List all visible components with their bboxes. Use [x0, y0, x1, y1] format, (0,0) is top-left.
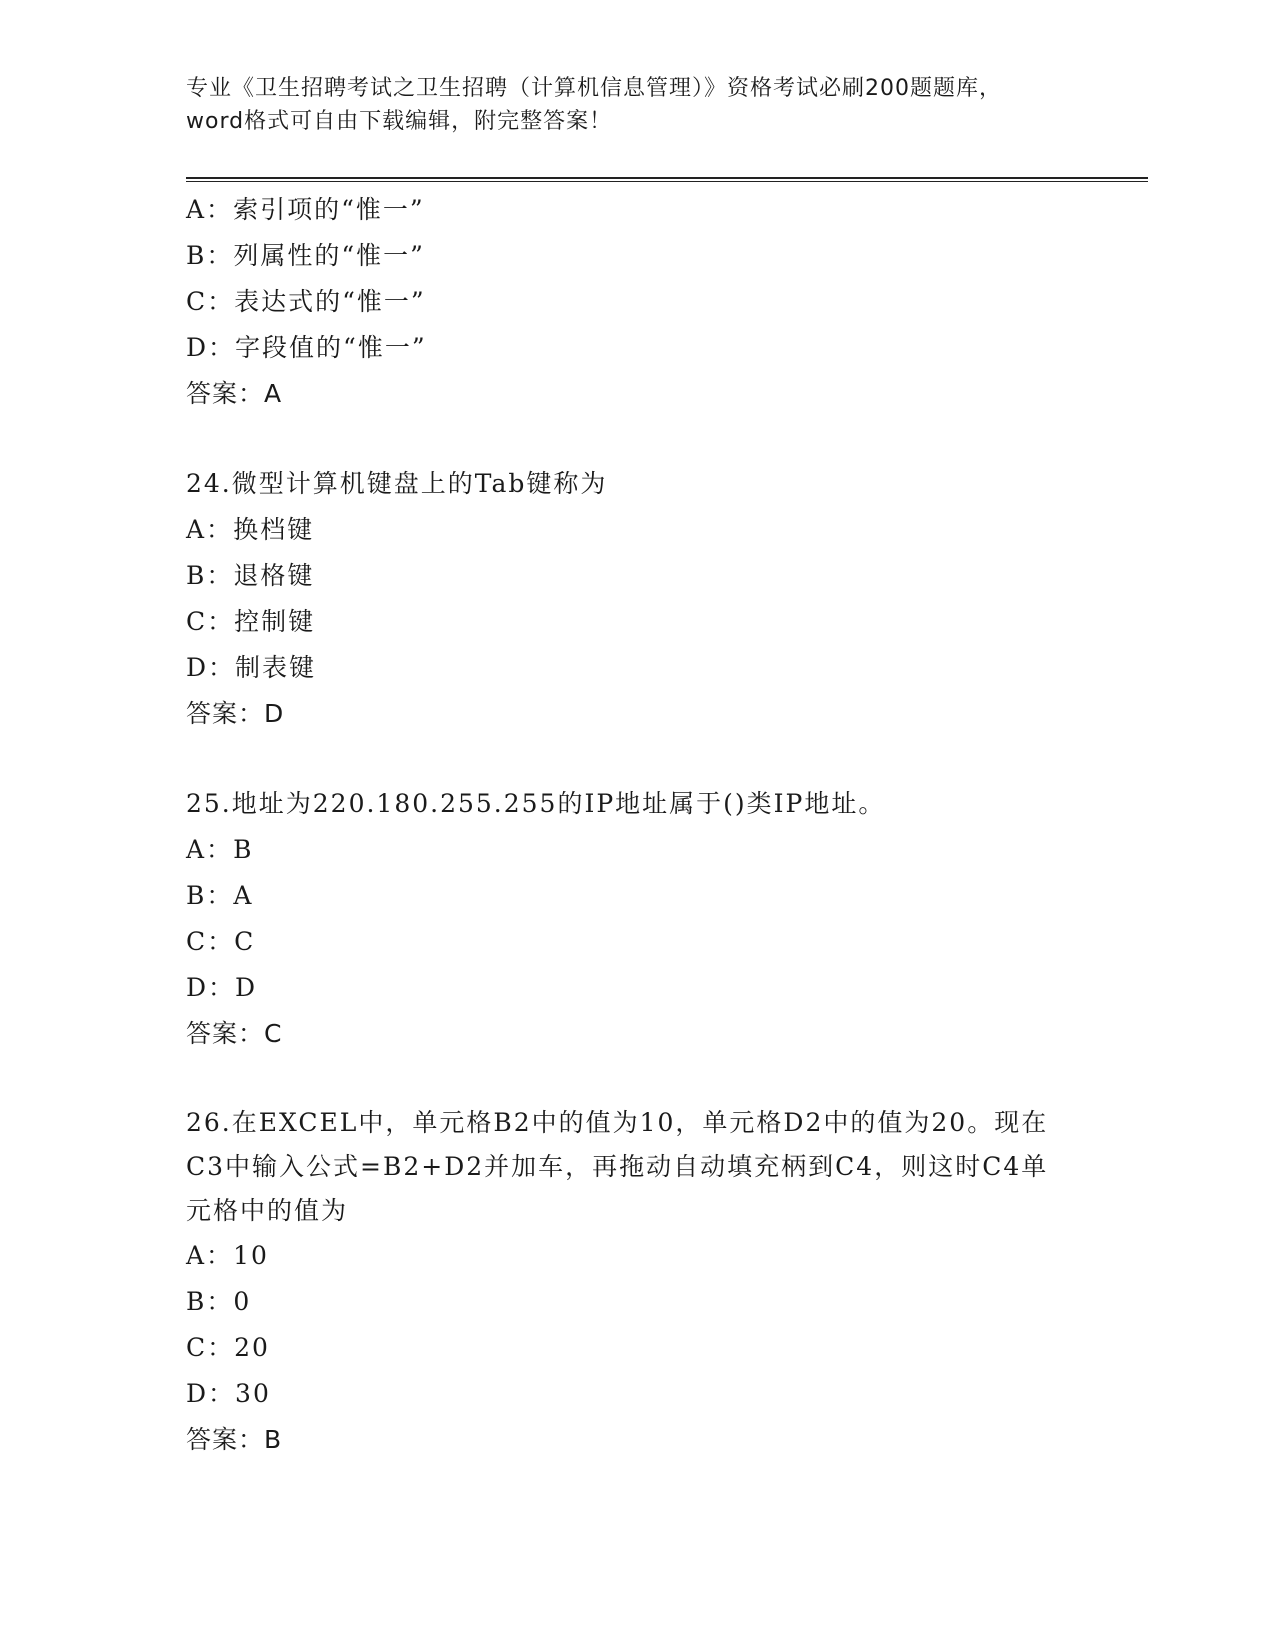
- option-letter: A：: [186, 195, 234, 224]
- option-d: [186, 645, 1086, 691]
- option-letter: B：: [186, 881, 234, 910]
- option-text: 表达式的“惟一”: [234, 287, 426, 316]
- option-letter: C：: [186, 927, 235, 956]
- option-c: [186, 599, 1086, 645]
- option-c: [186, 279, 1086, 325]
- answer-line: 答案：A: [186, 379, 283, 408]
- option-text: 制表键: [235, 653, 317, 682]
- option-d: [186, 1371, 1086, 1417]
- question-text: 25.地址为220.180.255.255的IP地址属于()类IP地址。: [186, 789, 886, 818]
- option-letter: D：: [186, 973, 236, 1002]
- option-text: B: [233, 835, 254, 864]
- option-text: 0: [233, 1287, 252, 1316]
- option-letter: C：: [186, 1333, 235, 1362]
- option-letter: D：: [186, 653, 236, 682]
- option-letter: B：: [186, 561, 234, 590]
- option-b: [186, 233, 1086, 279]
- question-block-25: [186, 781, 1086, 1057]
- option-b: [186, 873, 1086, 919]
- question-block-26: [186, 1101, 1086, 1463]
- option-letter: A：: [186, 1241, 234, 1270]
- option-a: [186, 507, 1086, 553]
- option-c: [186, 919, 1086, 965]
- header-title-line-2: word格式可自由下载编辑，附完整答案！: [186, 109, 613, 134]
- option-text: 换档键: [233, 515, 315, 544]
- option-letter: B：: [186, 1287, 234, 1316]
- option-text: 退格键: [233, 561, 315, 590]
- option-text: 20: [234, 1333, 270, 1362]
- spacer: [186, 737, 1086, 781]
- question-block-23: [186, 187, 1086, 417]
- option-text: 30: [235, 1379, 271, 1408]
- option-d: [186, 965, 1086, 1011]
- option-text: 控制键: [234, 607, 316, 636]
- option-letter: C：: [186, 287, 235, 316]
- option-letter: C：: [186, 607, 235, 636]
- answer-line: 答案：D: [186, 699, 285, 728]
- header-divider: [186, 177, 1148, 182]
- option-text: 索引项的“惟一”: [233, 195, 425, 224]
- option-letter: A：: [186, 835, 234, 864]
- option-a: [186, 827, 1086, 873]
- option-text: 字段值的“惟一”: [235, 333, 427, 362]
- option-letter: D：: [186, 1379, 236, 1408]
- option-a: [186, 187, 1086, 233]
- question-list: [186, 187, 1086, 1463]
- option-letter: A：: [186, 515, 234, 544]
- option-letter: D：: [186, 333, 236, 362]
- answer-line: 答案：C: [186, 1019, 283, 1048]
- document-header: [186, 72, 1086, 138]
- option-text: 列属性的“惟一”: [233, 241, 425, 270]
- option-text: C: [234, 927, 256, 956]
- option-letter: B：: [186, 241, 234, 270]
- question-text: 26.在EXCEL中，单元格B2中的值为10，单元格D2中的值为20。现在C3中输入公式=B2+D2并加车，再拖动自动填充柄到C4，则这时C4单元格中的值为: [186, 1108, 1049, 1225]
- option-text: D: [235, 973, 258, 1002]
- option-d: [186, 325, 1086, 371]
- header-title-line-1: 专业《卫生招聘考试之卫生招聘（计算机信息管理）》资格考试必刷200题题库，: [186, 76, 1002, 101]
- option-b: [186, 553, 1086, 599]
- spacer: [186, 417, 1086, 461]
- option-a: [186, 1233, 1086, 1279]
- question-text: 24.微型计算机键盘上的Tab键称为: [186, 469, 608, 498]
- option-text: A: [233, 881, 254, 910]
- option-text: 10: [233, 1241, 269, 1270]
- option-b: [186, 1279, 1086, 1325]
- answer-line: 答案：B: [186, 1425, 283, 1454]
- question-block-24: [186, 461, 1086, 737]
- spacer: [186, 1057, 1086, 1101]
- option-c: [186, 1325, 1086, 1371]
